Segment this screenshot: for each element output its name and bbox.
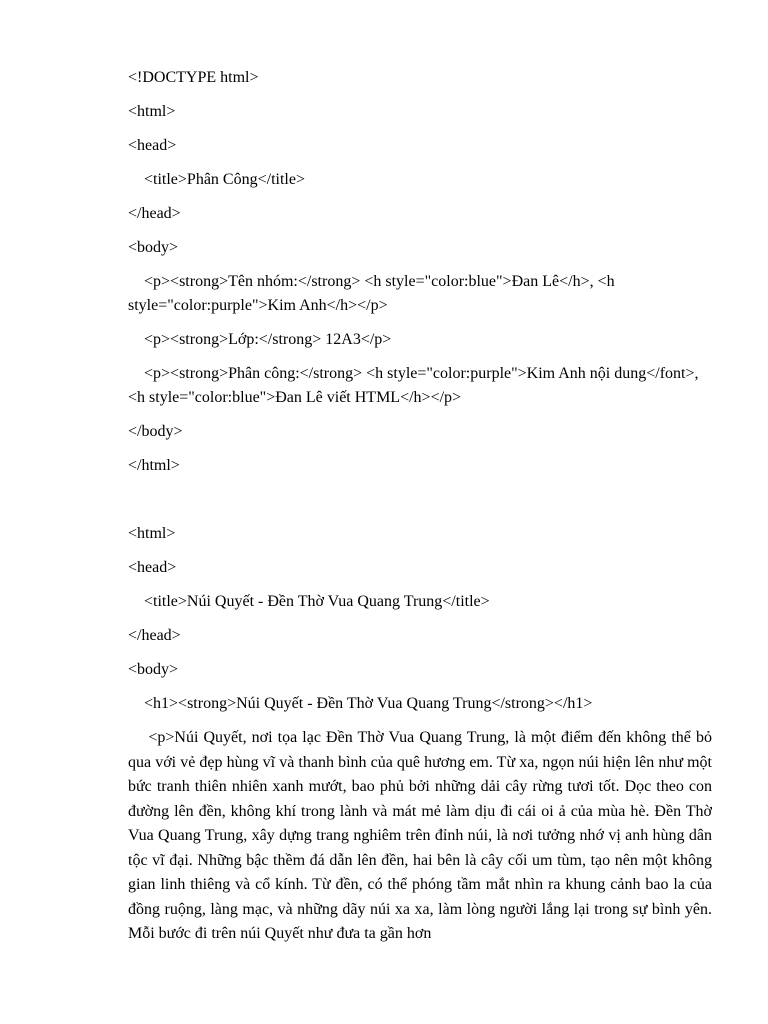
code-line: </body> bbox=[128, 423, 183, 440]
code-line: <head> bbox=[128, 559, 177, 576]
code-line: <p><strong>Tên nhóm:</strong> <h style="color:blue">Đan Lê</h>, <h style="color:purple">Kim Anh</h></p> bbox=[128, 273, 619, 314]
code-line: <h1><strong>Núi Quyết - Đền Thờ Vua Quang Trung</strong></h1> bbox=[128, 695, 593, 712]
code-line: <body> bbox=[128, 661, 179, 678]
code-line: <head> bbox=[128, 137, 177, 154]
code-line: </html> bbox=[128, 457, 180, 474]
code-line: <body> bbox=[128, 239, 179, 256]
code-line: <html> bbox=[128, 525, 176, 542]
code-line: <!DOCTYPE html> bbox=[128, 69, 259, 86]
document-body bbox=[128, 66, 717, 957]
code-line: </head> bbox=[128, 627, 181, 644]
code-line: <title>Phân Công</title> bbox=[128, 171, 305, 188]
code-line: <title>Núi Quyết - Đền Thờ Vua Quang Trung</title> bbox=[128, 593, 490, 610]
code-line: <html> bbox=[128, 103, 176, 120]
code-line: </head> bbox=[128, 205, 181, 222]
code-line: <p><strong>Lớp:</strong> 12A3</p> bbox=[128, 331, 392, 348]
code-paragraph: <p>Núi Quyết, nơi tọa lạc Đền Thờ Vua Quang Trung, là một điểm đến không thể bỏ qua với vẻ đẹp hùng vĩ và thanh bình của quê hương em. Từ xa, ngọn núi hiện lên như một bức tranh thiên nhiên xanh mướt, bao phủ bởi những dải cây rừng tươi tốt. Dọc theo con đường lên đền, không khí trong lành và mát mẻ làm dịu đi cái oi ả của mùa hè. Đền Thờ Vua Quang Trung, xây dựng trang nghiêm trên đỉnh núi, là nơi tưởng nhớ vị anh hùng dân tộc vĩ đại. Những bậc thềm đá dẫn lên đền, hai bên là cây cối um tùm, tạo nên một không gian linh thiêng và cổ kính. Từ đền, có thể phóng tầm mắt nhìn ra khung cảnh bao la của đồng ruộng, làng mạc, và những dãy núi xa xa, làm lòng người lắng lại trong sự bình yên. Mỗi bước đi trên núi Quyết như đưa ta gần hơn bbox=[128, 729, 717, 942]
code-line: <p><strong>Phân công:</strong> <h style="color:purple">Kim Anh nội dung</font>, <h style="color:blue">Đan Lê viết HTML</h></p> bbox=[128, 365, 703, 406]
blank-line bbox=[128, 488, 712, 522]
